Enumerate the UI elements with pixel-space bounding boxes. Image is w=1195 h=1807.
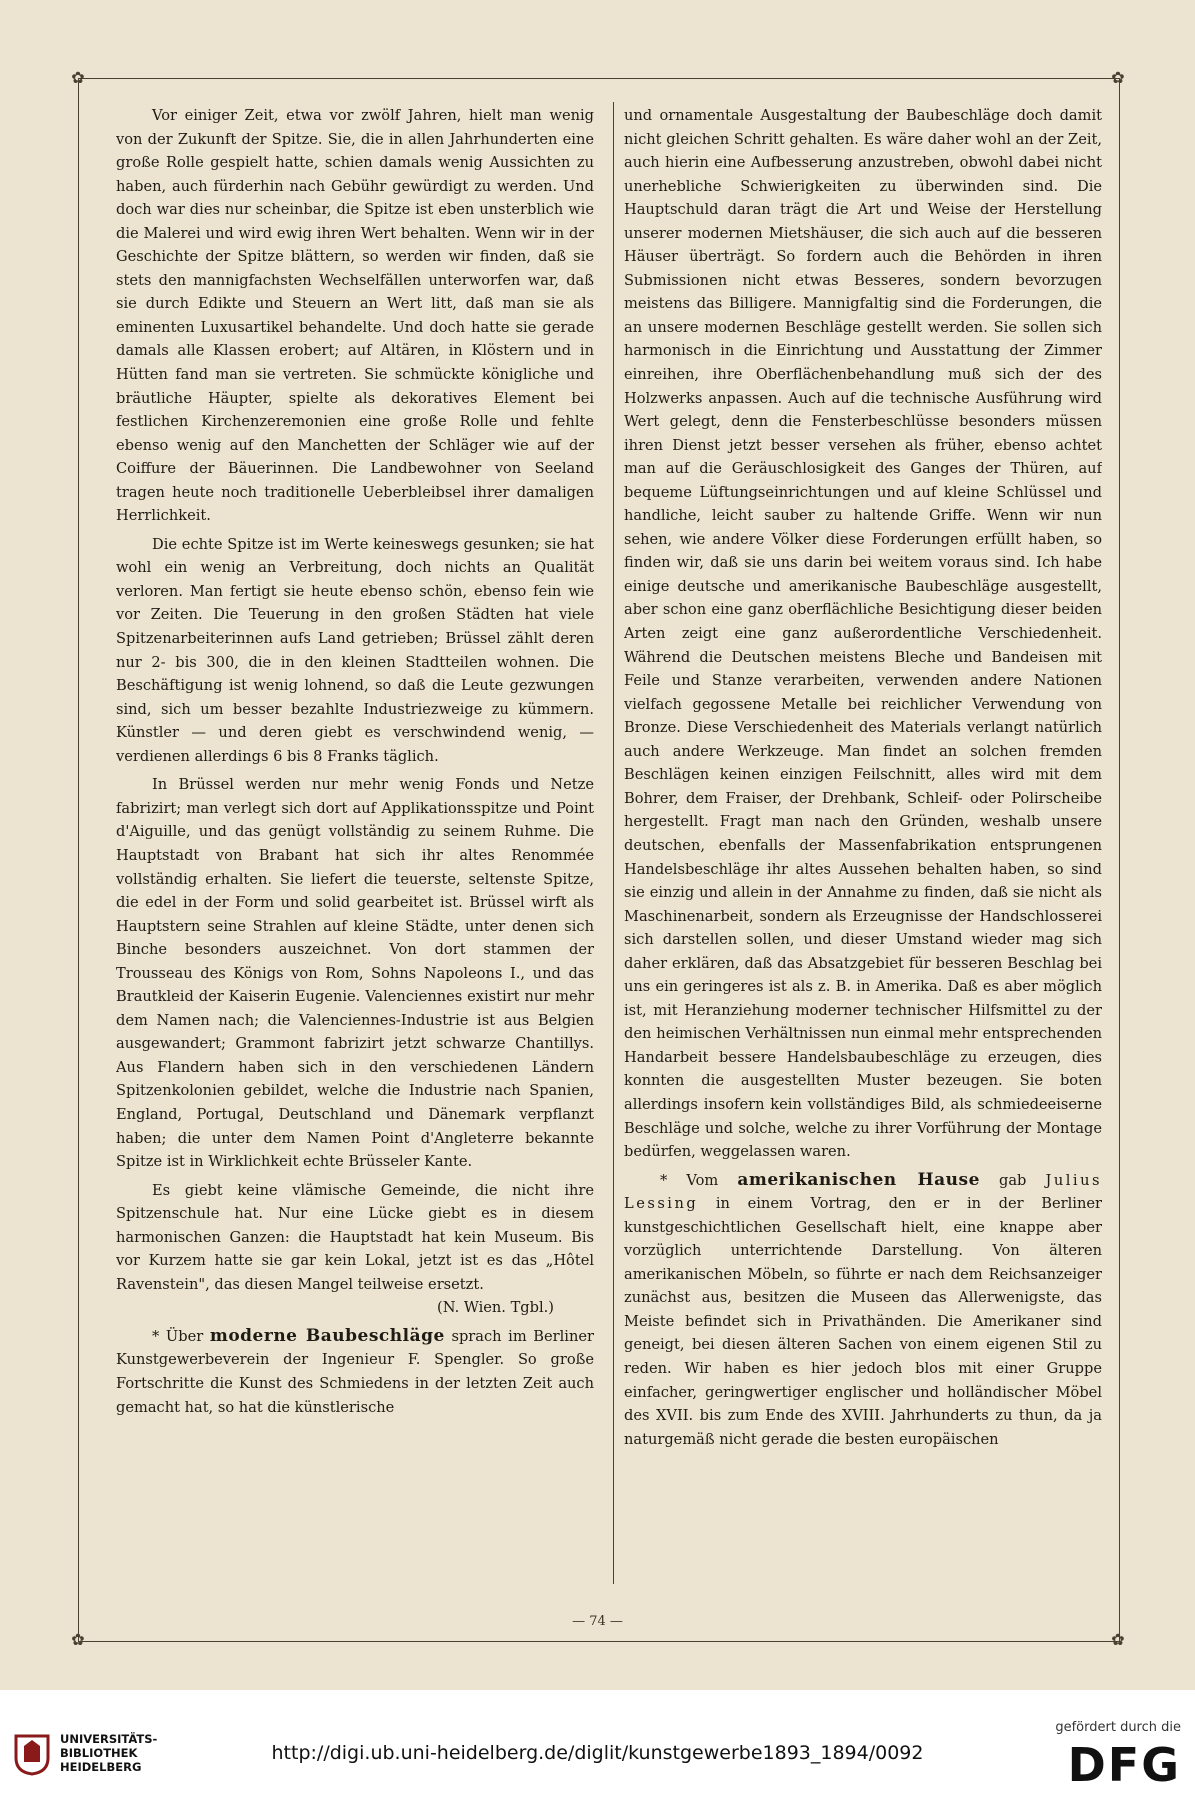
paragraph-lace-schools: Es giebt keine vlämische Gemeinde, die nicht ihre Spitzenschule hat. Nur eine Lücke giebt es in diesem harmonischen Ganzen: die Hauptstadt hat kein Museum. Bis vor Kurzem hatte sie gar kein Lokal, jetzt ist es das „Hôtel Ravenstein", das diesen Mangel teilweise ersetzt. xyxy=(116,1181,594,1293)
author-name: Julius Lessing xyxy=(624,1171,1102,1213)
funded-by-label: gefördert durch die xyxy=(1055,1720,1181,1735)
corner-ornament-icon: ✿ xyxy=(71,68,85,87)
corner-ornament-icon: ✿ xyxy=(1111,68,1125,87)
article-marker: * Über xyxy=(152,1327,210,1345)
paragraph-baubeschlaege-cont: und ornamentale Ausgestaltung der Baubeschläge doch damit nicht gleichen Schritt gehalten. Es wäre daher wohl an der Zeit, auch hierin eine Aufbesserung anzustreben, obwohl dabei nicht unerhebliche Schwierigkeiten zu überwinden sind. Die Hauptschuld daran trägt die Art und Weise der Herstellung unserer modernen Mietshäuser, die sich auch auf die besseren Häuser überträgt. So fordern auch die Behörden in ihren Submissionen nicht etwas Besseres, sondern bevorzugen meistens das Billigere. Mannigfaltig sind die Forderungen, die an unsere modernen Beschläge gestellt werden. Sie sollen sich harmonisch in die Einrichtung und Ausstattung der Zimmer einreihen, ihre Oberflächenbehandlung muß sich der des Holzwerks anpassen. Auch auf die technische Ausführung wird Wert gelegt, denn die Fensterbeschlüsse besonders müssen ihren Dienst jetzt besser versehen als früher, ebenso achtet man auf die Geräuschlosigkeit des Ganges der Thüren, auf bequeme Lüftungseinrichtungen und auf kleine Schlüssel und handliche, leicht sauber zu haltende Griffe. Wenn wir nun sehen, wie andere Völker diese Forderungen erfüllt haben, so finden wir, daß sie uns darin bei weitem voraus sind. Ich habe einige deutsche und amerikanische Baubeschläge ausgestellt, aber schon eine ganz oberflächliche Besichtigung dieser beiden Arten zeigt eine ganz außerordentliche Verschiedenheit. Während die Deutschen meistens Bleche und Bandeisen mit Feile und Stanze verarbeiten, verwenden andere Nationen vielfach gegossene Metalle bei reichlicher Verwendung von Bronze. Diese Verschiedenheit des Materials verlangt natürlich auch andere Werkzeuge. Man findet an solchen fremden Beschlägen keinen einzigen Feilschnitt, alles wird mit dem Bohrer, dem Fraiser, der Drehbank, Schleif- oder Polirscheibe hergestellt. Fragt man nach den Gründen, weshalb unsere deutschen, ebenfalls der Massenfabrikation entsprungenen Handelsbeschläge ihr altes Aussehen behalten haben, so sind sie einzig und allein in der Annahme zu finden, daß sie nicht als Maschinenarbeit, sondern als Erzeugnisse der Handschlosserei sich darstellen sollen, und dieser Umstand wieder mag sich daher erklären, daß das Absatzgebiet für besseren Beschlag bei uns ein geringeres ist als z. B. in Amerika. Daß es aber möglich ist, mit Heranziehung moderner technischer Hilfsmittel zu der den heimischen Verhältnissen nun einmal mehr entsprechenden Handarbeit bessere Handelsbaubeschläge zu erzeugen, dies konnten die ausgestellten Muster bezeugen. Sie boten allerdings insofern kein vollständiges Bild, als schmiedeeiserne Beschläge und solche, welche zu ihrer Vorführung der Montage bedürfen, weggelassen waren. xyxy=(624,107,1102,1161)
dfg-logo: DFG xyxy=(1067,1738,1181,1792)
article-marker: * Vom xyxy=(660,1171,738,1189)
paragraph-lace-history: Vor einiger Zeit, etwa vor zwölf Jahren, hielt man wenig von der Zukunft der Spitze. Sie, die in allen Jahrhunderten eine große Rolle gespielt hatte, schien damals wenig Aussichten zu haben, auch fürderhin nach Gebühr gewürdigt zu werden. Und doch war dies nur scheinbar, die Spitze ist eben unsterblich wie die Malerei und wird ewig ihren Wert behalten. Wenn wir in der Geschichte der Spitze blättern, so werden wir finden, daß sie stets den mannigfachsten Wechselfällen unterworfen war, daß sie durch Edikte und Steuern an Wert litt, daß man sie als eminenten Luxusartikel behandelte. Und doch hatte sie gerade damals alle Klassen erobert; auf Altären, in Klöstern und in Hütten fand man sie vertreten. Sie schmückte königliche und bräutliche Häupter, spielte als dekoratives Element bei festlichen Kirchenzeremonien eine große Rolle und fehlte ebenso wenig auf den Manchetten der Schläger wie auf der Coiffure der Bäuerinnen. Die Landbewohner von Seeland tragen heute noch traditionelle Ueberbleibsel ihrer damaligen Herrlichkeit. xyxy=(116,107,594,525)
left-column xyxy=(116,104,594,1584)
page-number: — 74 — xyxy=(572,1614,623,1629)
paragraph-american-house xyxy=(624,1169,1102,1452)
corner-ornament-icon: ✿ xyxy=(71,1630,85,1649)
university-library-name: UNIVERSITÄTS- BIBLIOTHEK HEIDELBERG xyxy=(60,1732,158,1774)
paragraph-lace-value: Die echte Spitze ist im Werte keineswegs gesunken; sie hat wohl ein wenig an Verbreitung, doch nichts an Qualität verloren. Man fertigt sie heute ebenso schön, ebenso fein wie vor Zeiten. Die Teuerung in den großen Städten hat viele Spitzenarbeiterinnen aufs Land getrieben; Brüssel zählt deren nur 2- bis 300, die in den kleinen Stadtteilen wohnen. Die Beschäftigung ist wenig lohnend, so daß die Leute gezwungen sind, sich um besser bezahlte Industriezweige zu kümmern. Künstler — und deren giebt es verschwindend wenig, — verdienen allerdings 6 bis 8 Franks täglich. xyxy=(116,535,594,765)
viewer-footer xyxy=(0,1690,1195,1807)
source-signature: (N. Wien. Tgbl.) xyxy=(437,1299,554,1317)
article-heading-american-house: amerikanischen Hause xyxy=(737,1169,980,1190)
article-text: gab xyxy=(979,1171,1046,1189)
corner-ornament-icon: ✿ xyxy=(1111,1630,1125,1649)
article-heading-baubeschlaege: moderne Baubeschläge xyxy=(209,1325,445,1346)
column-divider xyxy=(613,102,614,1584)
permalink-url[interactable]: http://digi.ub.uni-heidelberg.de/diglit/kunstgewerbe1893_1894/0092 xyxy=(271,1742,924,1764)
article-text: in einem Vortrag, den er in der Berliner kunstgeschichtlichen Gesellschaft hielt, eine knappe aber vorzüglich unterrichtende Darstellung. Von älteren amerikanischen Möbeln, so führte er nach dem Reichsanzeiger zunächst aus, besitzen die Museen das Allerwenigste, das Meiste befindet sich in Privathänden. Die Amerikaner sind geneigt, bei diesen älteren Sachen von einem eigenen Stil zu reden. Wir haben es hier jedoch blos mit einer Gruppe einfacher, geringwertiger englischer und holländischer Möbel des XVII. bis zum Ende des XVIII. Jahrhunderts zu thun, da ja naturgemäß nicht gerade die besten europäischen xyxy=(624,1195,1102,1448)
paragraph-brussels: In Brüssel werden nur mehr wenig Fonds und Netze fabrizirt; man verlegt sich dort auf Applikationsspitze und Point d'Aiguille, und das genügt vollständig zu seinem Ruhme. Die Hauptstadt von Brabant hat sich ihr altes Renommée vollständig erhalten. Sie liefert die teuerste, seltenste Spitze, die edel in der Form und solid gearbeitet ist. Brüssel wirft als Hauptstern seine Strahlen auf kleine Städte, unter denen sich Binche besonders auszeichnet. Von dort stammen der Trousseau des Königs von Rom, Sohns Napoleons I., und das Brautkleid der Kaiserin Eugenie. Valenciennes existirt nur mehr dem Namen nach; die Valenciennes-Industrie ist aus Belgien ausgewandert; Grammont fabrizirt jetzt schwarze Chantillys. Aus Flandern haben sich in den verschiedenen Ländern Spitzenkolonien gebildet, welche die Industrie nach Spanien, England, Portugal, Deutschland und Dänemark verpflanzt haben; die unter dem Namen Point d'Angleterre bekannte Spitze ist in Wirklichkeit echte Brüsseler Kante. xyxy=(116,776,594,1171)
paragraph-baubeschlaege xyxy=(116,1325,594,1419)
article-text: sprach im Berliner Kunstgewerbeverein der Ingenieur F. Spengler. So große Fortschritte die Kunst des Schmiedens in der letzten Zeit auch gemacht hat, so hat die künstlerische xyxy=(116,1327,594,1416)
right-column xyxy=(624,104,1102,1584)
